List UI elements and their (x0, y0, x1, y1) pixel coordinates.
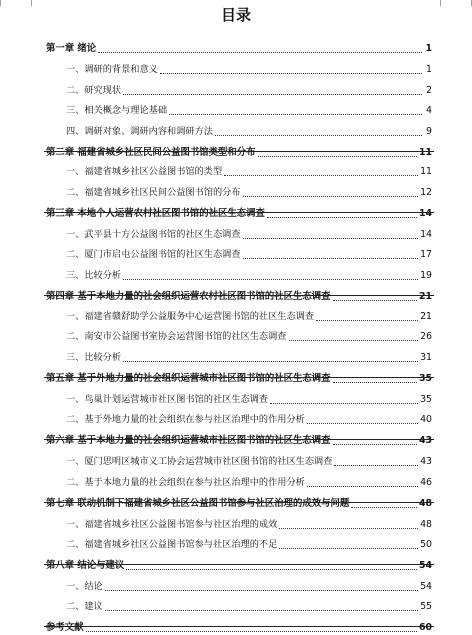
dot-leader (270, 402, 418, 404)
toc-entry-title: 二、基于外地力量的社会组织在参与社区治理中的作用分析 (66, 414, 305, 425)
toc-chapter-entry (46, 288, 432, 304)
toc-section-entry (66, 411, 432, 427)
toc-page-number: 35 (420, 394, 432, 405)
dot-leader (267, 216, 417, 218)
dot-leader (243, 237, 419, 239)
toc-page-number: 43 (420, 456, 432, 467)
toc-entry-title: 二、研究现状 (66, 85, 122, 96)
toc-entry-title: 三、相关概念与理论基础 (66, 105, 168, 116)
toc-section-entry (66, 184, 432, 200)
chapter-divider-line (44, 502, 434, 503)
dot-leader (123, 278, 418, 280)
toc-entry-title: 一、福建省赣舒助学公益服务中心运营图书馆的社区生态调查 (66, 311, 315, 322)
dot-leader (279, 547, 418, 549)
toc-page-number: 14 (420, 229, 432, 240)
dot-leader (243, 195, 419, 197)
dot-leader (123, 93, 422, 95)
chapter-divider-line (44, 151, 434, 152)
dot-leader (333, 299, 417, 301)
chapter-divider-line (44, 212, 434, 213)
toc-page-number: 2 (426, 85, 432, 96)
dot-leader (316, 319, 418, 321)
toc-page-number: 14 (418, 208, 432, 219)
toc-chapter-entry (46, 370, 432, 386)
toc-entry-title: 二、福建省城乡社区公益图书馆参与社区治理的不足 (66, 539, 278, 550)
toc-page-number: 54 (418, 560, 432, 571)
toc-section-entry (66, 163, 432, 179)
toc-chapter-entry (46, 557, 432, 573)
dot-leader (105, 609, 418, 611)
toc-page-number: 35 (418, 373, 432, 384)
dot-leader (334, 464, 418, 466)
dot-leader (333, 381, 417, 383)
dot-leader (98, 51, 422, 53)
dot-leader (169, 113, 422, 115)
toc-entry-title: 二、厦门市启屯公益图书馆的社区生态调查 (66, 249, 241, 260)
toc-page-number: 31 (420, 352, 432, 363)
toc-section-entry (66, 474, 432, 490)
toc-chapter-entry (46, 144, 432, 160)
toc-chapter-entry (46, 40, 432, 56)
toc-chapter-entry (46, 495, 432, 511)
toc-entry-title: 参考文献 (46, 622, 84, 633)
toc-page-number: 4 (426, 105, 432, 116)
chapter-divider-line (44, 564, 434, 565)
toc-entry-title: 三、比较分析 (66, 270, 122, 281)
toc-page-number: 17 (420, 249, 432, 260)
toc-entry-title: 第八章 结论与建议 (46, 560, 125, 571)
dot-leader (86, 630, 417, 632)
toc-page-number: 19 (420, 270, 432, 281)
toc-entry-title: 二、基于本地力量的社会组织在参与社区治理中的作用分析 (66, 477, 305, 488)
chapter-divider-line (44, 626, 434, 627)
toc-page-number: 21 (420, 311, 432, 322)
toc-page-number: 9 (426, 126, 432, 137)
toc-section-entry (66, 536, 432, 552)
toc-section-entry (66, 246, 432, 262)
toc-page-number: 46 (420, 477, 432, 488)
toc-page-number: 55 (420, 601, 432, 612)
dot-leader (279, 527, 418, 529)
toc-entry-title: 三、比较分析 (66, 352, 122, 363)
toc-section-entry (66, 123, 432, 139)
toc-page-number: 11 (418, 147, 432, 158)
toc-section-entry (66, 82, 432, 98)
toc-page-number: 54 (420, 581, 432, 592)
toc-entry-title: 一、福建省城乡社区公益图书馆参与社区治理的成效 (66, 519, 278, 530)
chapter-divider-line (44, 439, 434, 440)
toc-section-entry (66, 61, 432, 77)
dot-leader (160, 72, 422, 74)
toc-entry-title: 第五章 基于外地力量的社会组织运营城市社区图书馆的社区生态调查 (46, 373, 331, 384)
toc-page-number: 12 (420, 187, 432, 198)
toc-section-entry (66, 328, 432, 344)
chapter-divider-line (44, 295, 434, 296)
toc-entry-title: 第三章 本地个人运营农村社区图书馆的社区生态调查 (46, 208, 265, 219)
toc-chapter-entry (46, 432, 432, 448)
dot-leader (224, 174, 418, 176)
toc-entry-title: 第六章 基于本地力量的社会组织运营城市社区图书馆的社区生态调查 (46, 435, 331, 446)
toc-chapter-entry (46, 619, 432, 635)
dot-leader (126, 568, 417, 570)
dot-leader (123, 360, 418, 362)
toc-section-entry (66, 349, 432, 365)
dot-leader (333, 443, 417, 445)
dot-leader (289, 339, 419, 341)
toc-section-entry (66, 267, 432, 283)
toc-entry-title: 二、建议 (66, 601, 103, 612)
toc-entry-title: 一、武平县十方公益图书馆的社区生态调查 (66, 229, 241, 240)
toc-entry-title: 第一章 绪论 (46, 43, 97, 54)
toc-entry-title: 一、结论 (66, 581, 103, 592)
toc-entry-title: 二、南安市公益图书室协会运营图书馆的社区生态调查 (66, 331, 287, 342)
toc-entry-title: 一、调研的背景和意义 (66, 64, 158, 75)
toc-section-entry (66, 516, 432, 532)
toc-chapter-entry (46, 205, 432, 221)
toc-section-entry (66, 598, 432, 614)
toc-entry-title: 四、调研对象、调研内容和调研方法 (66, 126, 213, 137)
toc-section-entry (66, 453, 432, 469)
toc-page-number: 48 (420, 519, 432, 530)
dot-leader (243, 257, 419, 259)
toc-page-number: 40 (420, 414, 432, 425)
dot-leader (215, 134, 422, 136)
toc-section-entry (66, 578, 432, 594)
toc-section-entry (66, 391, 432, 407)
toc-page-number: 1 (426, 64, 432, 75)
toc-page-number: 1 (425, 43, 432, 54)
toc-page-number: 48 (418, 498, 432, 509)
chapter-divider-line (44, 377, 434, 378)
toc-section-entry (66, 308, 432, 324)
toc-entry-title: 二、福建省城乡社区民间公益图书馆的分布 (66, 187, 241, 198)
dot-leader (105, 589, 418, 591)
toc-page-number: 26 (420, 331, 432, 342)
toc-page-number: 21 (418, 291, 432, 302)
toc-page-number: 43 (418, 435, 432, 446)
toc-section-entry (66, 226, 432, 242)
toc-section-entry (66, 102, 432, 118)
toc-page-number: 11 (420, 166, 432, 177)
dot-leader (307, 422, 418, 424)
toc-entry-title: 一、厦门思明区城市义工协会运营城市社区图书馆的社区生态调查 (66, 456, 333, 467)
toc-entry-title: 一、福建省城乡社区公益图书馆的类型 (66, 166, 223, 177)
toc-entry-title: 第二章 福建省城乡社区民间公益图书馆类型和分布 (46, 147, 256, 158)
page-title: 目录 (220, 6, 251, 24)
dot-leader (351, 506, 417, 508)
dot-leader (307, 485, 418, 487)
toc-entry-title: 第七章 联动机制下福建省城乡社区公益图书馆参与社区治理的成效与问题 (46, 498, 350, 509)
toc-page-number: 50 (420, 539, 432, 550)
toc-entry-title: 第四章 基于本地力量的社会组织运营农村社区图书馆的社区生态调查 (46, 291, 331, 302)
toc-entry-title: 一、鸟巢计划运营城市社区图书馆的社区生态调查 (66, 394, 269, 405)
toc-page-number: 60 (418, 622, 432, 633)
dot-leader (258, 155, 417, 157)
